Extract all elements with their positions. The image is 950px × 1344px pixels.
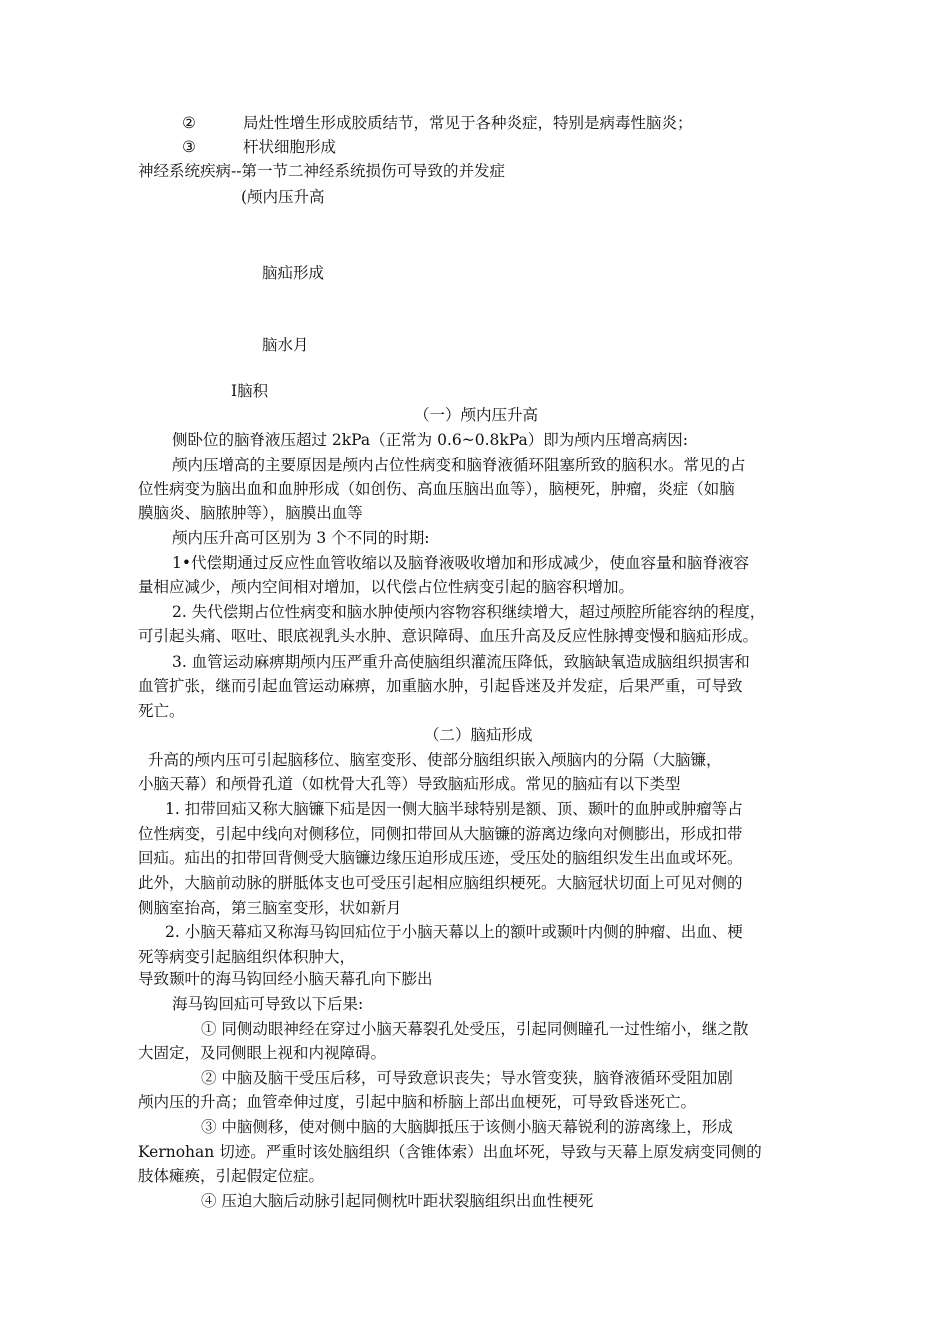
text-line: 局灶性增生形成胶质结节，常见于各种炎症，特别是病毒性脑炎； [243, 114, 693, 132]
text-line: 位性病变为脑出血和血肿形成（如创伤、高血压脑出血等），脑梗死，肿瘤，炎症（如脑 [138, 480, 735, 498]
text-line: 小脑天幕）和颅骨孔道（如枕骨大孔等）导致脑疝形成。常见的脑疝有以下类型 [138, 775, 681, 793]
outline-item: I脑积 [231, 382, 269, 400]
text-line: 2. 小脑天幕疝又称海马钩回疝位于小脑天幕以上的额叶或颞叶内侧的肿瘤、出血、梗 [165, 923, 743, 941]
list-marker-3: ③ [182, 138, 196, 156]
text-line: ② 中脑及脑干受压后移，可导致意识丧失；导水管变狭，脑脊液循环受阻加剧 [201, 1069, 733, 1087]
list-marker-2: ② [182, 114, 196, 132]
text-line: 肢体瘫痪，引起假定位症。 [138, 1167, 325, 1185]
text-line: ④ 压迫大脑后动脉引起同侧枕叶距状裂脑组织出血性梗死 [201, 1192, 594, 1210]
text-line: 血管扩张，继而引起血管运动麻痹，加重脑水肿，引起昏迷及并发症，后果严重，可导致 [138, 677, 743, 695]
text-line: ① 同侧动眼神经在穿过小脑天幕裂孔处受压，引起同侧瞳孔一过性缩小，继之散 [201, 1020, 749, 1038]
outline-item: 脑水月 [262, 336, 309, 354]
text-line: 1. 扣带回疝又称大脑镰下疝是因一侧大脑半球特别是额、顶、颞叶的血肿或肿瘤等占 [165, 800, 743, 818]
text-line: 3. 血管运动麻痹期颅内压严重升高使脑组织灌流压降低，致脑缺氧造成脑组织损害和 [172, 653, 750, 671]
text-line: 导致颞叶的海马钩回经小脑天幕孔向下膨出 [138, 970, 433, 988]
text-line: 此外，大脑前动脉的胼胝体支也可受压引起相应脑组织梗死。大脑冠状切面上可见对侧的 [138, 874, 743, 892]
text-line: 颅内压升高可区别为 3 个不同的时期: [172, 529, 430, 547]
text-line: 大固定，及同侧眼上视和内视障碍。 [138, 1044, 387, 1062]
text-line: 颅内压增高的主要原因是颅内占位性病变和脑脊液循环阻塞所致的脑积水。常见的占 [172, 456, 746, 474]
text-line: 升高的颅内压可引起脑移位、脑室变形、使部分脑组织嵌入颅脑内的分隔（大脑镰， [148, 751, 722, 769]
text-line: 死亡。 [138, 702, 185, 720]
text-line: 侧卧位的脑脊液压超过 2kPa（正常为 0.6~0.8kPa）即为颅内压增高病因: [172, 431, 688, 449]
text-line: 死等病变引起脑组织体积肿大， [138, 948, 356, 966]
text-line: 2. 失代偿期占位性病变和脑水肿使颅内容物容积继续增大，超过颅腔所能容纳的程度， [172, 603, 766, 621]
text-line: 杆状细胞形成 [243, 138, 337, 156]
subsection-title: （二）脑疝形成 [424, 726, 533, 744]
text-line: 回疝。疝出的扣带回背侧受大脑镰边缘压迫形成压迹，受压处的脑组织发生出血或坏死。 [138, 849, 743, 867]
text-line: 海马钩回疝可导致以下后果: [172, 995, 364, 1013]
outline-item: (颅内压升高 [241, 188, 325, 206]
text-line: 侧脑室抬高，第三脑室变形，状如新月 [138, 899, 402, 917]
outline-item: 脑疝形成 [262, 264, 325, 282]
section-heading: 神经系统疾病--第一节二神经系统损伤可导致的并发症 [138, 162, 505, 180]
text-line: Kernohan 切迹。严重时该处脑组织（含锥体索）出血坏死，导致与天幕上原发病变同侧的 [138, 1143, 762, 1161]
text-line: 量相应减少，颅内空间相对增加，以代偿占位性病变引起的脑容积增加。 [138, 578, 635, 596]
text-line: 膜脑炎、脑脓肿等），脑膜出血等 [138, 504, 363, 522]
text-line: 位性病变，引起中线向对侧移位，同侧扣带回从大脑镰的游离边缘向对侧膨出，形成扣带 [138, 825, 743, 843]
text-line: ③ 中脑侧移，使对侧中脑的大脑脚抵压于该侧小脑天幕锐利的游离缘上，形成 [201, 1118, 733, 1136]
text-line: 可引起头痛、呕吐、眼底视乳头水肿、意识障碍、血压升高及反应性脉搏变慢和脑疝形成。 [138, 627, 759, 645]
text-line: 1•代偿期通过反应性血管收缩以及脑脊液吸收增加和形成减少，使血容量和脑脊液容 [172, 554, 750, 572]
subsection-title: （一）颅内压升高 [414, 406, 539, 424]
text-line: 颅内压的升高；血管牵伸过度，引起中脑和桥脑上部出血梗死，可导致昏迷死亡。 [138, 1093, 697, 1111]
